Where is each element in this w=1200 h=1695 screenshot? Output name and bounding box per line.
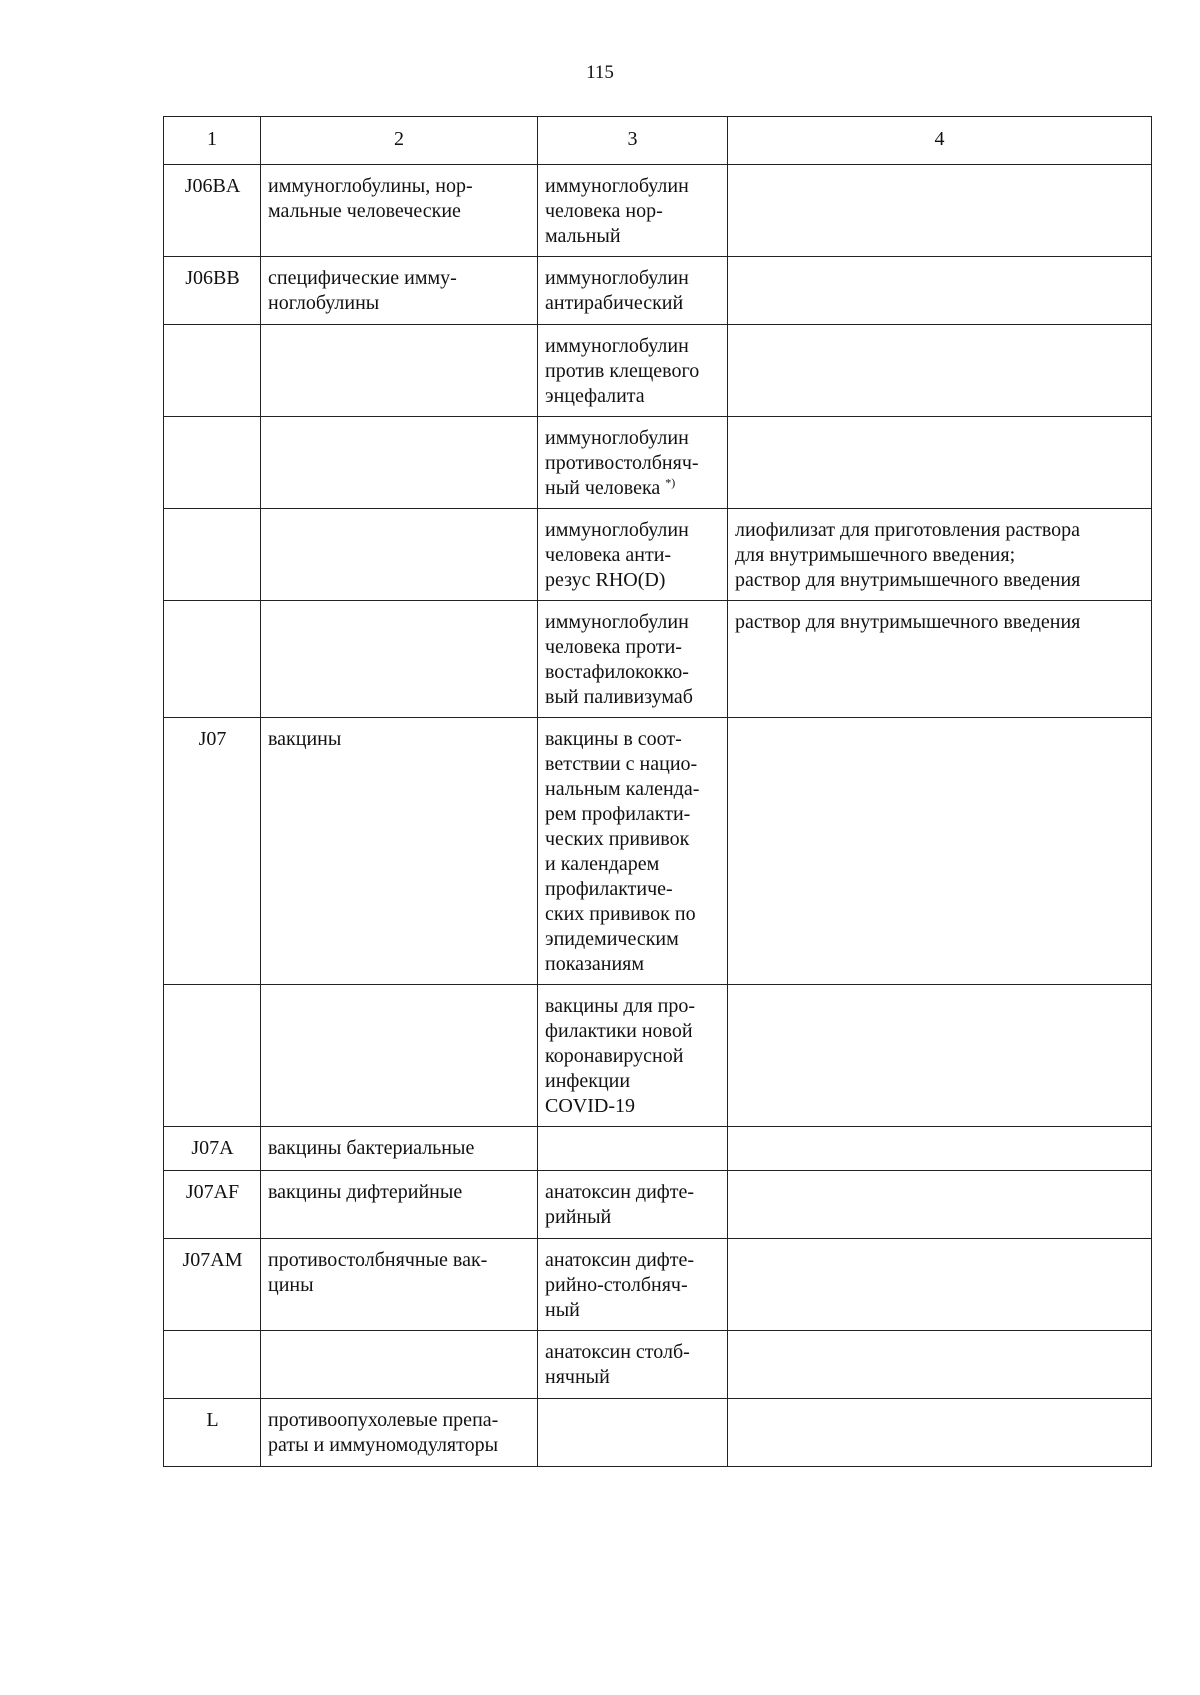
table-row [164, 601, 1152, 718]
footnote-marker: *) [665, 475, 676, 490]
cell-drug [538, 1239, 728, 1331]
cell-form [728, 417, 1152, 509]
cell-form [728, 257, 1152, 325]
table-row [164, 325, 1152, 417]
table-row [164, 165, 1152, 257]
cell-code [164, 257, 261, 325]
cell-group [261, 1399, 538, 1467]
cell-drug [538, 325, 728, 417]
cell-group-text: вакцины дифтерийные [268, 1181, 463, 1203]
cell-group [261, 417, 538, 509]
header-row [164, 117, 1152, 165]
header-col-1: 1 [164, 117, 261, 165]
cell-drug [538, 1331, 728, 1399]
cell-group [261, 257, 538, 325]
table-body [164, 165, 1152, 1467]
cell-drug [538, 601, 728, 718]
cell-form [728, 1239, 1152, 1331]
cell-form [728, 601, 1152, 718]
cell-group [261, 1127, 538, 1171]
cell-group [261, 718, 538, 985]
cell-code [164, 601, 261, 718]
cell-code [164, 1331, 261, 1399]
cell-code-text: J07 [198, 728, 227, 750]
cell-code-text: L [206, 1409, 219, 1431]
cell-group [261, 985, 538, 1127]
cell-code [164, 718, 261, 985]
cell-form [728, 165, 1152, 257]
cell-drug [538, 1399, 728, 1467]
header-col-4: 4 [728, 117, 1152, 165]
cell-group [261, 1171, 538, 1239]
cell-code [164, 1171, 261, 1239]
cell-drug [538, 417, 728, 509]
table-row [164, 985, 1152, 1127]
cell-drug [538, 509, 728, 601]
cell-code [164, 325, 261, 417]
cell-drug-text: иммуноглобулин человека проти- востафилококко- вый паливизумаб [545, 611, 693, 708]
cell-drug-text: анатоксин столб- нячный [545, 1341, 690, 1388]
cell-form [728, 718, 1152, 985]
cell-drug-text: вакцины для про- филактики новой коронавирусной инфекции COVID-19 [545, 995, 696, 1117]
cell-code [164, 417, 261, 509]
cell-group [261, 509, 538, 601]
cell-code [164, 509, 261, 601]
table-row [164, 417, 1152, 509]
table-row [164, 1171, 1152, 1239]
cell-code-text: J07AM [182, 1249, 243, 1271]
cell-code-text: J07A [191, 1137, 234, 1159]
cell-code-text: J06BB [185, 267, 240, 289]
cell-form [728, 509, 1152, 601]
cell-drug-text: иммуноглобулин человека нор- мальный [545, 175, 689, 247]
cell-drug [538, 1127, 728, 1171]
cell-group-text: противоопухолевые препа- раты и иммуномодуляторы [268, 1409, 499, 1456]
cell-drug-text: иммуноглобулин человека анти- резус RHO(D) [545, 519, 689, 591]
page-number: 115 [586, 62, 614, 83]
table-row [164, 1331, 1152, 1399]
cell-drug-text: вакцины в соот- ветствии с нацио- нальным календа- рем профилакти- ческих прививок и календарем профилактиче- ских прививок по эпидемическим показаниям [545, 728, 700, 975]
cell-code-text: J07AF [185, 1181, 240, 1203]
table-row [164, 509, 1152, 601]
cell-code-text: J06BA [184, 175, 241, 197]
cell-form-text: лиофилизат для приготовления раствора для внутримышечного введения; раствор для внутримышечного введения [735, 519, 1081, 591]
header-col-2: 2 [261, 117, 538, 165]
table-row [164, 1127, 1152, 1171]
cell-group-text: противостолбнячные вак- цины [268, 1249, 488, 1296]
cell-drug-text: иммуноглобулин против клещевого энцефалита [545, 335, 700, 407]
cell-drug-text: анатоксин дифте- рийно-столбняч- ный [545, 1249, 695, 1321]
cell-drug [538, 985, 728, 1127]
cell-group [261, 1331, 538, 1399]
cell-drug-text: иммуноглобулин противостолбняч- ный человека [545, 427, 699, 499]
cell-code [164, 1239, 261, 1331]
cell-form [728, 1127, 1152, 1171]
cell-drug [538, 165, 728, 257]
cell-group [261, 1239, 538, 1331]
cell-form [728, 325, 1152, 417]
cell-group-text: иммуноглобулины, нор- мальные человеческие [268, 175, 473, 222]
drug-table [163, 116, 1152, 1467]
cell-drug [538, 1171, 728, 1239]
cell-form-text: раствор для внутримышечного введения [735, 611, 1081, 633]
cell-drug [538, 718, 728, 985]
table-row [164, 718, 1152, 985]
cell-code [164, 985, 261, 1127]
cell-form [728, 1171, 1152, 1239]
cell-drug-text: иммуноглобулин антирабический [545, 267, 689, 314]
cell-group-text: вакцины [268, 728, 342, 750]
cell-form [728, 1331, 1152, 1399]
cell-code [164, 165, 261, 257]
cell-group-text: вакцины бактериальные [268, 1137, 475, 1159]
table-row [164, 1399, 1152, 1467]
cell-code [164, 1127, 261, 1171]
cell-form [728, 985, 1152, 1127]
table-row [164, 257, 1152, 325]
cell-group [261, 165, 538, 257]
table-row [164, 1239, 1152, 1331]
cell-form [728, 1399, 1152, 1467]
cell-drug [538, 257, 728, 325]
cell-group-text: специфические имму- ноглобулины [268, 267, 457, 314]
cell-drug-text: анатоксин дифте- рийный [545, 1181, 695, 1228]
cell-code [164, 1399, 261, 1467]
cell-group [261, 325, 538, 417]
cell-group [261, 601, 538, 718]
header-col-3: 3 [538, 117, 728, 165]
